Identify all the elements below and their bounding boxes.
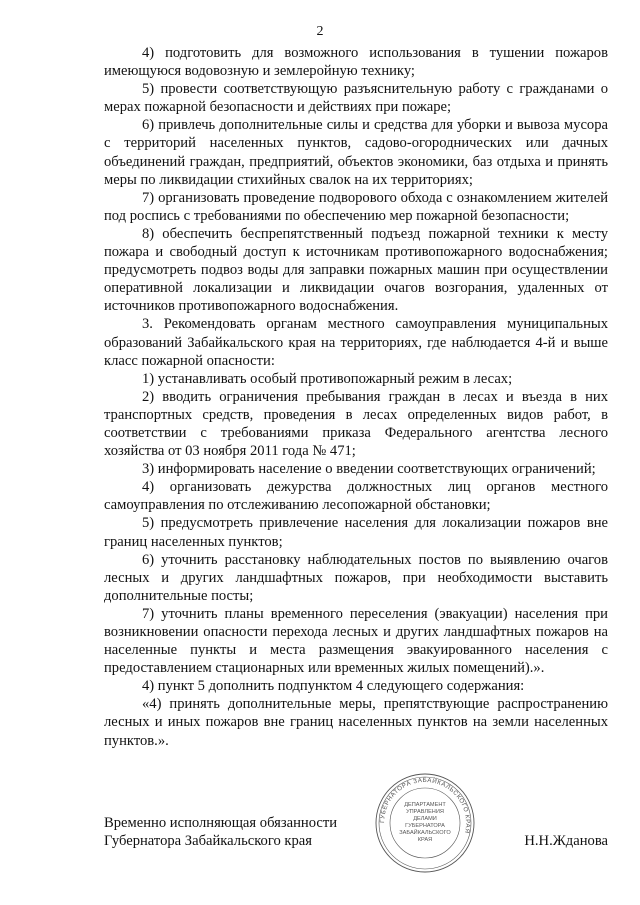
paragraph: «4) принять дополнительные меры, препятствующие распространению лесных и иных пожаров вне границ населенных пунктов на земли населенных пунктов.». <box>104 696 608 749</box>
svg-text:ЗАБАЙКАЛЬСКОГО: ЗАБАЙКАЛЬСКОГО <box>399 830 451 836</box>
paragraph: 6) привлечь дополнительные силы и средства для уборки и вывоза мусора с территорий населенных пунктов, садово-огороднических или дачных объединений граждан, предприятий, объектов экономики, баз отдыха и принять меры по ликвидации стихийных свалок на их территориях; <box>104 117 608 188</box>
stamp-center-text <box>399 802 451 843</box>
svg-text:ГУБЕРНАТОРА: ГУБЕРНАТОРА <box>405 823 445 829</box>
paragraph: 5) провести соответствующую разъяснительную работу с гражданами о мерах пожарной безопасности и действиях при пожаре; <box>104 81 608 116</box>
signatory-title-line: Губернатора Забайкальского края <box>104 833 312 850</box>
paragraph: 1) устанавливать особый противопожарный режим в лесах; <box>142 370 513 387</box>
svg-text:ДЕЛАМИ: ДЕЛАМИ <box>413 816 437 822</box>
paragraph: 7) уточнить планы временного переселения (эвакуации) населения при возникновении опасности перехода лесных и других ландшафтных пожаров на населенные пункты и места размещения эвакуированного населения с предоставлением стационарных или временных жилых помещений).». <box>104 605 608 677</box>
page-number: 2 <box>316 24 324 39</box>
paragraph: 6) уточнить расстановку наблюдательных постов по выявлению очагов лесных и других ландшафтных пожаров, при необходимости выставить дополнительные посты; <box>104 551 608 604</box>
paragraph: 2) вводить ограничения пребывания граждан в лесах и въезда в них транспортных средств, проведения в лесах определенных видов работ, в соответствии с требованиями приказа Федерального агентства лесного хозяйства от 03 ноября 2011 года № 471; <box>104 388 608 460</box>
stamp-outer-text: ГУБЕРНАТОРА ЗАБАЙКАЛЬСКОГО КРАЯ <box>378 776 472 835</box>
signatory-title <box>104 814 404 850</box>
paragraph: 3. Рекомендовать органам местного самоуправления муниципальных образований Забайкальского края на территориях, где наблюдается 4-й и выше класс пожарной опасности: <box>104 316 608 369</box>
paragraph: 4) подготовить для возможного использования в тушении пожаров имеющуюся водовозную и землеройную технику; <box>104 45 608 80</box>
signatory-title-line: Временно исполняющая обязанности <box>104 815 338 831</box>
official-stamp <box>374 772 476 874</box>
paragraph: 8) обеспечить беспрепятственный подъезд пожарной техники к месту пожара и свободный доступ к источникам противопожарного водоснабжения; предусмотреть подвоз воды для заправки пожарных машин при осуществлении оперативной локализации и ликвидации очагов возгорания, удаленных от источников противопожарного водоснабжения. <box>104 225 608 315</box>
paragraph: 4) организовать дежурства должностных лиц органов местного самоуправления по отслеживанию лесопожарной обстановки; <box>104 479 608 514</box>
paragraph: 5) предусмотреть привлечение населения для локализации пожаров вне границ населенных пунктов; <box>104 515 608 550</box>
svg-text:ДЕПАРТАМЕНТ: ДЕПАРТАМЕНТ <box>404 802 446 808</box>
paragraph: 3) информировать население о введении соответствующих ограничений; <box>142 461 596 478</box>
paragraph: 7) организовать проведение подворового обхода с ознакомлением жителей под роспись с требованиями по обеспечению мер пожарной безопасности; <box>104 189 608 224</box>
svg-text:КРАЯ: КРАЯ <box>417 837 433 843</box>
document-body <box>104 44 608 750</box>
paragraph: 4) пункт 5 дополнить подпунктом 4 следующего содержания: <box>142 678 525 695</box>
svg-text:УПРАВЛЕНИЯ: УПРАВЛЕНИЯ <box>406 809 444 815</box>
signatory-name: Н.Н.Жданова <box>524 833 608 849</box>
